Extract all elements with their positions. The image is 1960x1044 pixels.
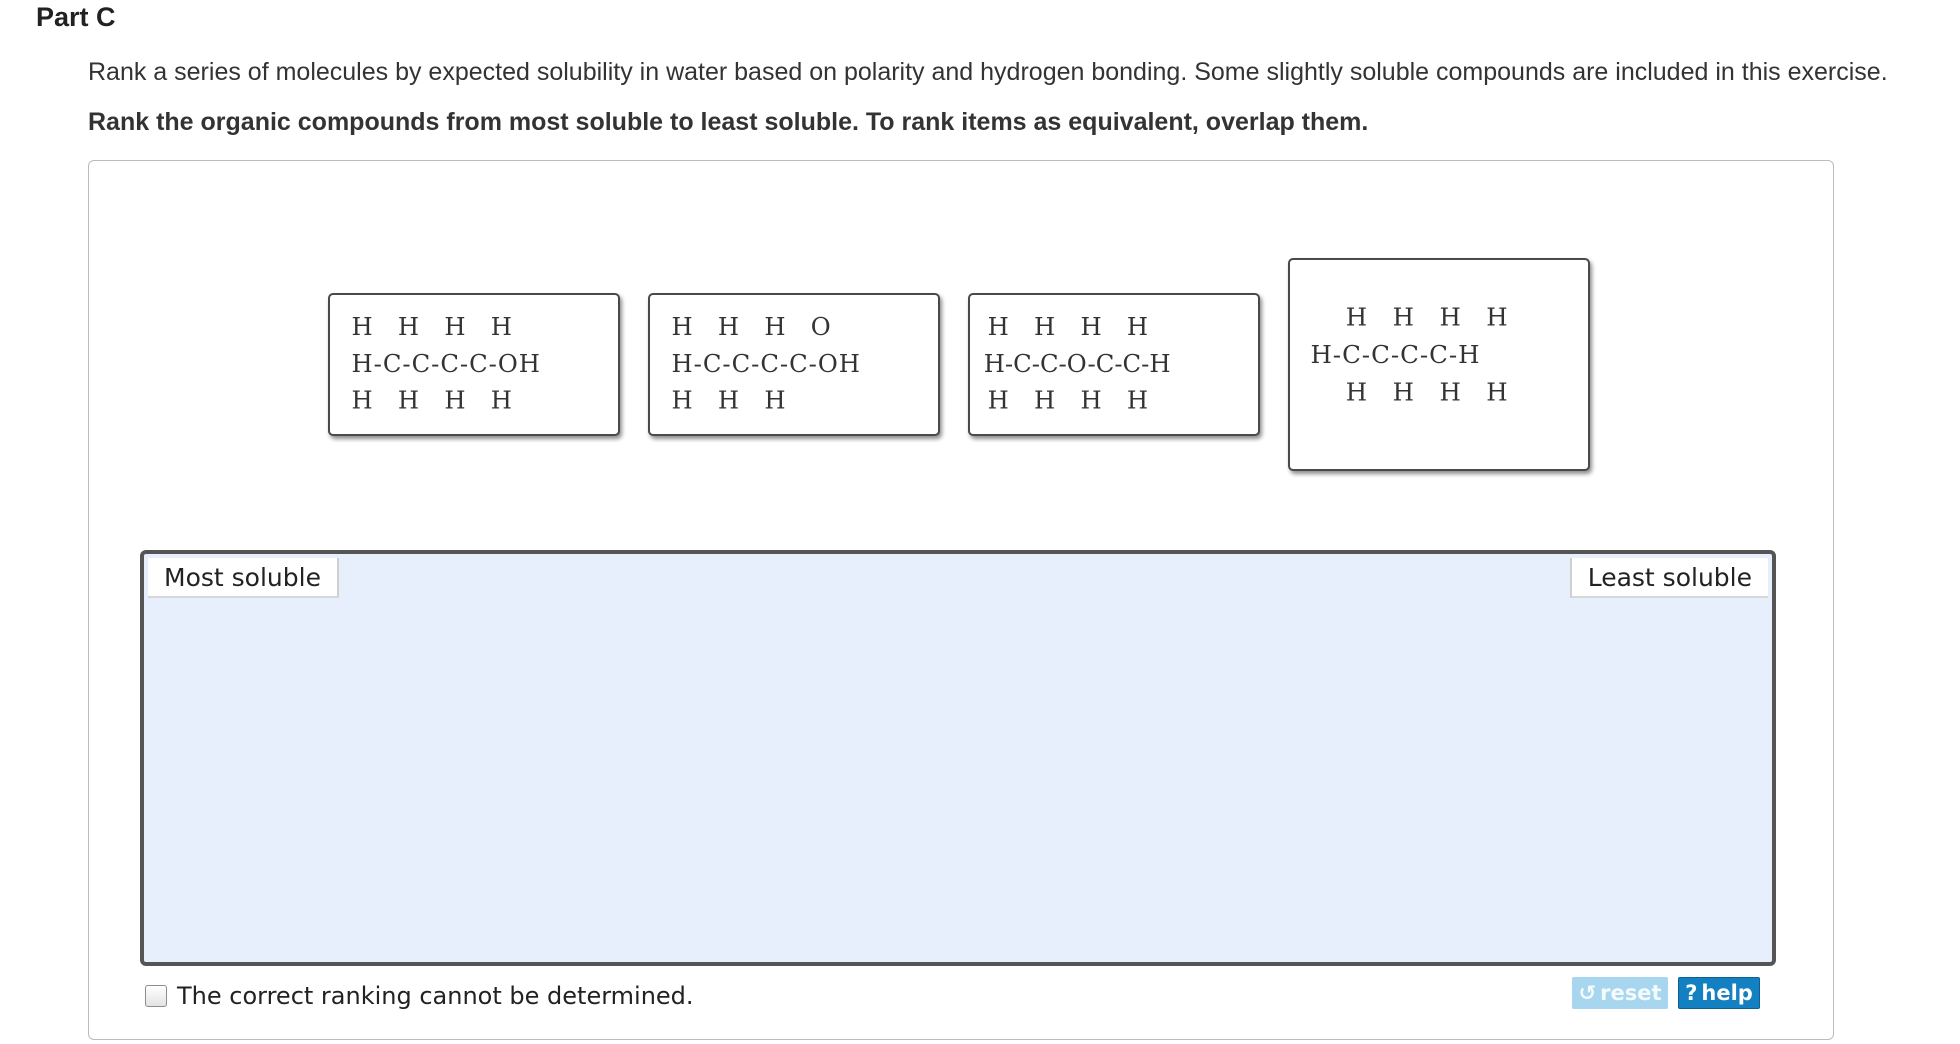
help-label: help: [1701, 981, 1753, 1005]
formula-bottom-row: H H H H: [987, 385, 1157, 415]
help-icon: ?: [1685, 981, 1698, 1005]
formula-bottom-row: H H H H: [1345, 377, 1517, 407]
part-title: Part C: [36, 2, 116, 32]
formula-bottom-row: H H H H: [351, 385, 521, 415]
structural-formula-butanoic-acid: [650, 295, 938, 434]
formula-main-chain: H-C-C-C-C-H: [1310, 340, 1481, 370]
formula-top-row: H H H O: [671, 311, 840, 341]
instructions-bold: Rank the organic compounds from most soluble to least soluble. To rank items as equivalent, overlap them.: [88, 108, 1369, 136]
formula-top-row: H H H H: [351, 311, 521, 341]
cannot-determine-label: The correct ranking cannot be determined.: [177, 982, 694, 1010]
formula-bottom-row: H H H: [671, 385, 795, 415]
ranking-dropzone[interactable]: [140, 550, 1776, 966]
molecule-card-ether[interactable]: [968, 293, 1260, 436]
structural-formula-butanol: [330, 295, 618, 434]
most-soluble-label: Most soluble: [148, 558, 339, 598]
formula-top-row: H H H H: [1345, 302, 1517, 332]
formula-main-chain: H-C-C-O-C-C-H: [983, 348, 1171, 378]
reset-label: reset: [1600, 981, 1662, 1005]
cannot-determine-checkbox[interactable]: [145, 985, 167, 1007]
formula-main-chain: H-C-C-C-C-OH: [671, 348, 861, 378]
instructions-text: Rank a series of molecules by expected solubility in water based on polarity and hydrogen bonding. Some slightly soluble compounds are included in this exercise.: [88, 58, 1888, 86]
structural-formula-ether: [970, 295, 1258, 434]
least-soluble-label: Least soluble: [1570, 558, 1768, 598]
reset-icon: ↺: [1578, 981, 1597, 1005]
molecule-card-butanol[interactable]: [328, 293, 620, 436]
molecule-card-butane[interactable]: [1288, 258, 1590, 471]
molecule-card-butanoic-acid[interactable]: [648, 293, 940, 436]
structural-formula-butane: [1290, 260, 1588, 469]
cannot-determine-option[interactable]: [145, 980, 694, 1012]
help-button[interactable]: [1678, 977, 1760, 1009]
formula-main-chain: H-C-C-C-C-OH: [351, 348, 541, 378]
reset-button[interactable]: [1572, 977, 1668, 1009]
formula-top-row: H H H H: [987, 311, 1157, 341]
